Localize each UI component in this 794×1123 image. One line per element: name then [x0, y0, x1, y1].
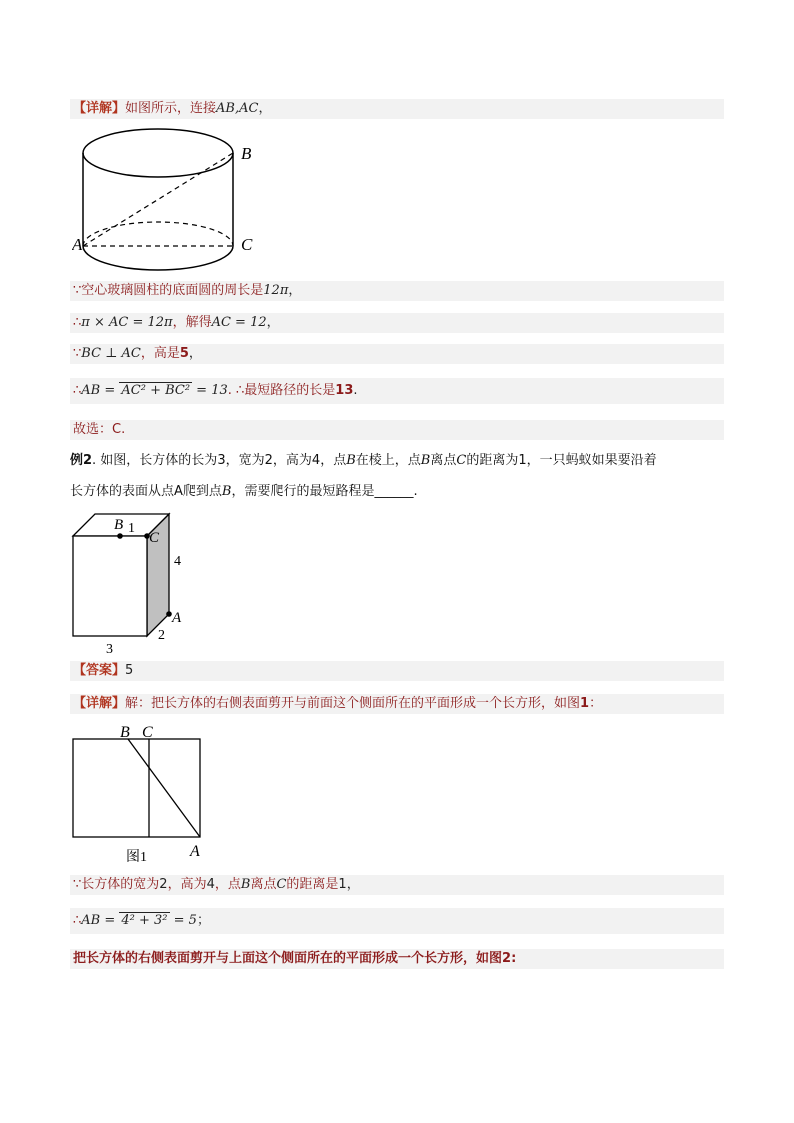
- line6-math-root: 4² + 3²: [121, 913, 168, 928]
- box-label-c: C: [149, 530, 160, 546]
- line2-math2: AC = 12: [211, 315, 267, 330]
- line5-text-e: 的距离是: [286, 877, 339, 892]
- line5-text-c: ，点: [214, 877, 241, 892]
- line2-end: ，: [266, 315, 280, 330]
- line5-point-c: C: [276, 877, 287, 892]
- q1-text-c: ，高为: [272, 453, 312, 468]
- line4-end: .: [353, 383, 358, 398]
- solution-line-7: [70, 949, 724, 969]
- detail-num-2: 1: [580, 696, 590, 711]
- label-c: C: [241, 235, 253, 254]
- line6-math-left: AB =: [81, 913, 120, 928]
- q1-point-b2: B: [420, 453, 431, 468]
- q1-width: 2: [264, 453, 273, 468]
- line5-height: 4: [206, 877, 215, 892]
- q2-point-b: B: [221, 484, 232, 499]
- q2-text-b: ，需要爬行的最短路程是______.: [231, 484, 418, 499]
- line4-text: . ∴最短路径的长是: [227, 383, 336, 398]
- line7-num: 2: [502, 951, 512, 966]
- q1-length: 3: [217, 453, 226, 468]
- solution-line-4: [70, 378, 724, 404]
- line6-therefore: ∴: [73, 913, 82, 928]
- box-label-1: 1: [128, 521, 135, 536]
- q1-point-b: B: [346, 453, 356, 468]
- solution-line-5: [70, 875, 724, 895]
- detail-row-2: [70, 694, 724, 714]
- line5-text-a: ∵长方体的宽为: [73, 877, 160, 892]
- label-b: B: [241, 144, 252, 163]
- line3-math: BC ⊥ AC: [81, 346, 141, 361]
- q1-height: 4: [311, 453, 321, 468]
- net-figure-1: [72, 722, 204, 862]
- box-label-2: 2: [158, 628, 165, 643]
- line4-math-left: AB =: [81, 383, 120, 398]
- q1-text-a: . 如图，长方体的长为: [92, 453, 218, 468]
- detail-row-1: [70, 99, 724, 119]
- detail-tag: 【详解】: [73, 101, 126, 116]
- net-caption: 图1: [126, 850, 147, 862]
- line3-text: ，高是: [140, 346, 180, 361]
- detail-text: 如图所示，连接: [125, 101, 217, 116]
- line1-math: 12π: [263, 283, 289, 298]
- line1-end: ，: [288, 283, 302, 298]
- line7-text: 把长方体的右侧表面剪开与上面这个侧面所在的平面形成一个长方形，如图: [73, 951, 503, 966]
- answer-tag: 【答案】: [73, 663, 126, 678]
- q1-text-b: ，宽为: [225, 453, 265, 468]
- line5-width: 2: [159, 877, 168, 892]
- detail-math: AB,AC: [216, 101, 259, 116]
- detail-end-2: ：: [589, 696, 603, 711]
- answer-row: [70, 661, 724, 681]
- q1-text-h: ，一只蚂蚁如果要沿着: [526, 453, 657, 468]
- q1-point-c: C: [456, 453, 467, 468]
- net-label-c: C: [142, 724, 153, 741]
- line7-end: :: [511, 951, 517, 966]
- answer-value: 5: [125, 663, 134, 678]
- line3-value: 5: [179, 346, 189, 361]
- choice-text: 故选：C.: [73, 422, 126, 437]
- line6-end: ；: [196, 913, 210, 928]
- line1-text: ∵空心玻璃圆柱的底面圆的周长是: [73, 283, 264, 298]
- q1-text-e: 在棱上，点: [355, 453, 421, 468]
- solution-line-6: [70, 908, 724, 934]
- label-a: A: [72, 235, 83, 254]
- net-label-a: A: [190, 843, 200, 860]
- box-label-a: A: [172, 610, 182, 626]
- line4-therefore: ∴: [73, 383, 82, 398]
- solution-line-1: [70, 281, 724, 301]
- line5-text-d: 离点: [250, 877, 277, 892]
- example2-question-line2: [70, 482, 418, 502]
- box-label-3: 3: [106, 642, 113, 656]
- line5-text-b: ，高为: [167, 877, 207, 892]
- q1-distance: 1: [518, 453, 527, 468]
- detail-end: ，: [258, 101, 272, 116]
- box-label-b: B: [114, 517, 124, 533]
- line4-value: 13: [335, 383, 354, 398]
- cylinder-figure: [72, 128, 260, 272]
- line2-text: ，解得: [172, 315, 212, 330]
- line5-end: ，: [346, 877, 360, 892]
- detail-tag-2: 【详解】: [73, 696, 126, 711]
- q2-text-a: 长方体的表面从点A爬到点: [70, 484, 222, 499]
- choice-line: [70, 420, 724, 440]
- cuboid-figure: [68, 508, 198, 656]
- q1-text-d: ，点: [320, 453, 347, 468]
- line4-math-root: AC² + BC²: [121, 383, 191, 398]
- box-label-4: 4: [174, 554, 181, 569]
- net-label-b: B: [120, 724, 130, 741]
- q1-text-f: 离点: [430, 453, 457, 468]
- line6-math-right: = 5: [169, 913, 197, 928]
- line5-distance: 1: [338, 877, 347, 892]
- solution-line-2: [70, 313, 724, 333]
- example-label: 例2: [70, 453, 93, 468]
- line2-therefore: ∴: [73, 315, 82, 330]
- detail-text-2: 解：把长方体的右侧表面剪开与前面这个侧面所在的平面形成一个长方形，如图: [125, 696, 581, 711]
- line3-end: ，: [188, 346, 202, 361]
- solution-line-3: [70, 344, 724, 364]
- line2-math: π × AC = 12π: [81, 315, 173, 330]
- line3-because: ∵: [73, 346, 82, 361]
- q1-text-g: 的距离为: [466, 453, 519, 468]
- line5-point-b: B: [240, 877, 251, 892]
- line4-math-right: = 13: [192, 383, 228, 398]
- example2-question-line1: [70, 451, 657, 471]
